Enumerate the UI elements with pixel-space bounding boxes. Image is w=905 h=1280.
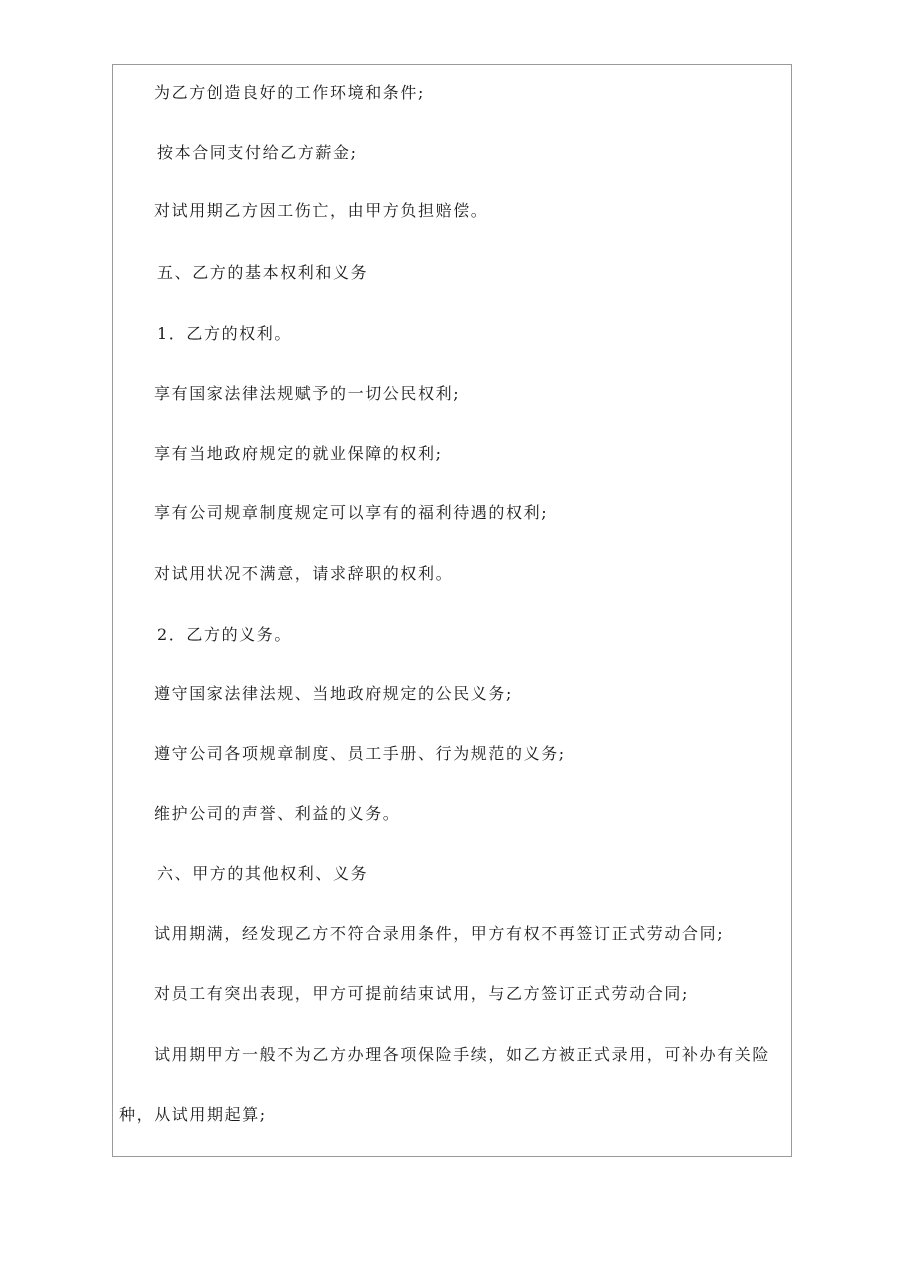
line-resignation-right: 对试用状况不满意，请求辞职的权利。 xyxy=(154,564,454,583)
line-citizen-rights: 享有国家法律法规赋予的一切公民权利; xyxy=(154,384,461,403)
subsection-heading-duties: 2．乙方的义务。 xyxy=(157,625,292,644)
line-injury-compensation: 对试用期乙方因工伤亡，由甲方负担赔偿。 xyxy=(154,201,489,220)
line-welfare-rights: 享有公司规章制度规定可以享有的福利待遇的权利; xyxy=(154,503,549,522)
subsection-heading-rights: 1．乙方的权利。 xyxy=(157,324,292,343)
line-citizen-duties: 遵守国家法律法规、当地政府规定的公民义务; xyxy=(154,684,513,703)
line-company-rules-duty: 遵守公司各项规章制度、员工手册、行为规范的义务; xyxy=(154,744,566,763)
section-heading-5: 五、乙方的基本权利和义务 xyxy=(157,263,369,282)
line-early-confirmation: 对员工有突出表现，甲方可提前结束试用，与乙方签订正式劳动合同; xyxy=(154,984,689,1003)
line-insurance-procedures: 试用期甲方一般不为乙方办理各项保险手续，如乙方被正式录用，可补办有关险 xyxy=(154,1045,771,1064)
line-reputation-duty: 维护公司的声誉、利益的义务。 xyxy=(154,804,401,823)
line-probation-end-right: 试用期满，经发现乙方不符合录用条件，甲方有权不再签订正式劳动合同; xyxy=(154,924,725,943)
line-salary-payment: 按本合同支付给乙方薪金; xyxy=(157,143,358,162)
section-heading-6: 六、甲方的其他权利、义务 xyxy=(157,864,369,883)
line-employment-security: 享有当地政府规定的就业保障的权利; xyxy=(154,444,443,463)
line-workplace-conditions: 为乙方创造良好的工作环境和条件; xyxy=(154,83,425,102)
line-insurance-continuation: 种，从试用期起算; xyxy=(119,1105,267,1124)
